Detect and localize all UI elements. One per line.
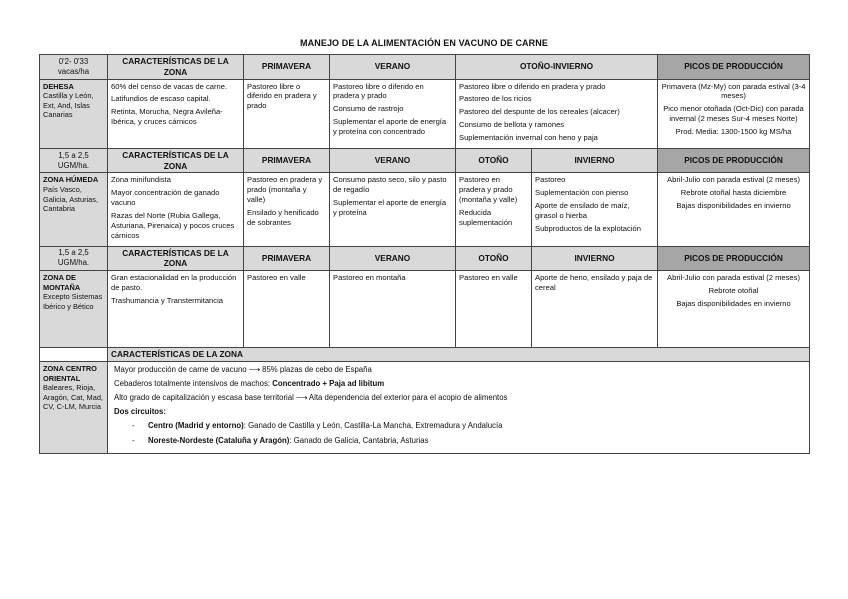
zone-humeda (40, 173, 108, 246)
text-line: Ensilado y henificado de sobrantes (247, 208, 319, 227)
text-line: Pastoreo del despunte de los cereales (alcacer) (459, 107, 620, 117)
circuit-text: : Ganado de Castilla y León, Castilla-La Mancha, Extremadura y Andalucía (243, 421, 503, 431)
cell-caracteristicas (108, 173, 244, 246)
text-line: Abril-Julio con parada estival (2 meses) (667, 175, 800, 185)
col-header-picos: PICOS DE PRODUCCIÓN (658, 148, 810, 173)
text-line: Latifundios de escaso capital. (111, 94, 211, 104)
text-line: Suplementación con pienso (535, 188, 629, 198)
row-dehesa (40, 79, 810, 148)
text-line: Pastoreo en montaña (333, 273, 406, 283)
text-line: Gran estacionalidad en la producción de pasto. (111, 273, 237, 292)
text-line: Razas del Norte (Rubia Gallega, Asturiana, Pirenaica) y pocos cruces cárnicos (111, 211, 235, 240)
units-montana: 1,5 a 2,5 UGM/ha. (40, 246, 108, 271)
text-line: Suplementar el aporte de energía y proteína (333, 198, 447, 217)
col-header-caracteristicas: CARACTERÍSTICAS DE LA ZONA (108, 348, 810, 362)
zone-title: ZONA DE MONTAÑA (43, 273, 81, 292)
text-line: Pastoreo en valle (247, 273, 306, 283)
text-line: Mayor concentración de ganado vacuno (111, 188, 220, 208)
text-line: Rebrote otoñal hasta diciembre (680, 188, 787, 198)
text-line: Pastoreo libre o diferido en pradera y prado (333, 81, 424, 101)
cell-invierno (532, 173, 658, 246)
cell-verano (330, 173, 456, 246)
text-line: Rebrote otoñal (708, 286, 759, 295)
text-plain: Cebaderos totalmente intensivos de machos: (114, 379, 273, 389)
zone-regions: Baleares, Rioja, Aragón, Cat, Mad, CV, C-LM, Murcia (43, 383, 103, 412)
text-line: Suplementar el aporte de energía y proteína con concentrado (333, 117, 447, 136)
page-title: MANEJO DE LA ALIMENTACIÓN EN VACUNO DE CARNE (300, 38, 548, 48)
col-header-picos: PICOS DE PRODUCCIÓN (658, 246, 810, 271)
zone-centro (40, 361, 108, 453)
row-centro (40, 361, 810, 453)
col-header-primavera: PRIMAVERA (244, 246, 330, 271)
cell-verano (330, 271, 456, 348)
text-line: Pico menor otoñada (Oct-Dic) con parada invernal (2 meses Sur-4 meses Norte) (663, 104, 804, 124)
cell-picos (658, 79, 810, 148)
col-header-verano: VERANO (330, 55, 456, 80)
col-header-caracteristicas: CARACTERÍSTICAS DE LA ZONA (108, 246, 244, 271)
cell-primavera (244, 173, 330, 246)
col-header-invierno: INVIERNO (532, 148, 658, 173)
col-header-primavera: PRIMAVERA (244, 55, 330, 80)
cell-otono-invierno (456, 79, 658, 148)
text-line: Pastoreo libre o diferido en pradera y prado (247, 81, 317, 111)
text-line: 60% del censo de vacas de carne. (111, 81, 228, 91)
circuit-item (114, 436, 803, 446)
col-header-caracteristicas: CARACTERÍSTICAS DE LA ZONA (108, 148, 244, 173)
units-humeda: 1,5 a 2,5 UGM/ha. (40, 148, 108, 173)
text-line: Bajas disponibilidades en invierno (676, 201, 791, 211)
text-line: Pastoreo (535, 175, 566, 185)
cell-verano (330, 79, 456, 148)
zone-regions: Castilla y León, Ext, And, Islas Canarias (43, 91, 94, 120)
header-row-humeda (40, 148, 810, 173)
col-header-primavera: PRIMAVERA (244, 148, 330, 173)
text-line: Aporte de heno, ensilado y paja de cereal (535, 273, 653, 292)
text-line: Pastoreo en valle (459, 273, 518, 283)
text-line: Consumo pasto seco, silo y pasto de regadío (333, 175, 447, 195)
text-line: Retinta, Morucha, Negra Avileña-Ibérica, y cruces cárnicos (111, 107, 223, 127)
cell-picos (658, 271, 810, 348)
text-line: Zona minifundista (111, 175, 171, 185)
text-bold: Concentrado + Paja ad libitum (272, 379, 385, 389)
circuit-text: : Ganado de Galicia, Cantabria, Asturias (289, 435, 429, 445)
text-line: Subproductos de la explotación (535, 223, 641, 233)
text-line: Reducida suplementación (459, 208, 513, 227)
cell-otono (456, 271, 532, 348)
text-line: Trashumancia y Transtermitancia (111, 295, 223, 305)
text-line: Consumo de rastrojo (333, 104, 404, 114)
text-line: Pastoreo de los ricios (459, 94, 532, 104)
col-header-verano: VERANO (330, 148, 456, 173)
dash: - (132, 421, 135, 431)
text-line: Bajas disponibilidades en invierno (676, 298, 791, 308)
text-line: Abril-Julio con parada estival (2 meses) (667, 273, 800, 283)
col-header-otono: OTOÑO (456, 246, 532, 271)
zone-title: ZONA HÚMEDA (43, 175, 99, 185)
cell-invierno (532, 271, 658, 348)
text-line: Pastoreo en pradera y prado (montaña y valle) (247, 175, 323, 205)
text-line: Aporte de ensilado de maíz, girasol o hierba (535, 201, 630, 220)
cell-caracteristicas (108, 271, 244, 348)
header-row-centro (40, 348, 810, 362)
text-line: Prod. Media: 1300-1500 kg MS/ha (675, 127, 792, 136)
col-header-invierno: INVIERNO (532, 246, 658, 271)
cell-centro-caracteristicas (108, 361, 810, 453)
circuit-name: Centro (Madrid y entorno) (148, 421, 244, 431)
zone-title: ZONA CENTRO ORIENTAL (43, 363, 97, 383)
zone-regions: País Vasco, Galicia, Asturias, Cantabria (43, 185, 99, 214)
col-header-verano: VERANO (330, 246, 456, 271)
text-line: Mayor producción de carne de vacuno ⟶ 85% plazas de cebo de España (114, 364, 372, 374)
col-header-otono-invierno: OTOÑO-INVIERNO (456, 55, 658, 80)
text-line: Alto grado de capitalización y escasa base territorial ⟶ Alta dependencia del exterior para el acopio de alimentos (114, 393, 508, 403)
cell-caracteristicas (108, 79, 244, 148)
zone-regions: Excepto Sistemas Ibérico y Bético (43, 292, 103, 312)
feeding-table (39, 54, 810, 454)
empty-cell (40, 348, 108, 362)
text-line: Consumo de bellota y ramones (459, 120, 565, 130)
text-line: Primavera (Mz-My) con parada estival (3-4 meses) (661, 81, 806, 101)
zone-montana (40, 271, 108, 348)
row-montana (40, 271, 810, 348)
text-line: Pastoreo en pradera y prado (montaña y valle) (459, 175, 518, 205)
header-row-dehesa (40, 55, 810, 80)
text-line (114, 379, 803, 389)
circuit-item (114, 421, 803, 431)
units-dehesa: 0'2- 0'33 vacas/ha (40, 55, 108, 80)
cell-picos (658, 173, 810, 246)
cell-primavera (244, 271, 330, 348)
dash: - (132, 435, 135, 445)
row-humeda (40, 173, 810, 246)
cell-primavera (244, 79, 330, 148)
col-header-picos: PICOS DE PRODUCCIÓN (658, 55, 810, 80)
text-line: Suplementación invernal con heno y paja (459, 133, 598, 142)
header-row-montana (40, 246, 810, 271)
cell-otono (456, 173, 532, 246)
zone-title: DEHESA (43, 81, 74, 91)
zone-dehesa (40, 79, 108, 148)
text-line: Dos circuitos: (114, 407, 166, 417)
col-header-caracteristicas: CARACTERÍSTICAS DE LA ZONA (108, 55, 244, 80)
col-header-otono: OTOÑO (456, 148, 532, 173)
text-line: Pastoreo libre o diferido en pradera y prado (459, 81, 606, 91)
circuit-name: Noreste-Nordeste (Cataluña y Aragón) (148, 435, 290, 445)
